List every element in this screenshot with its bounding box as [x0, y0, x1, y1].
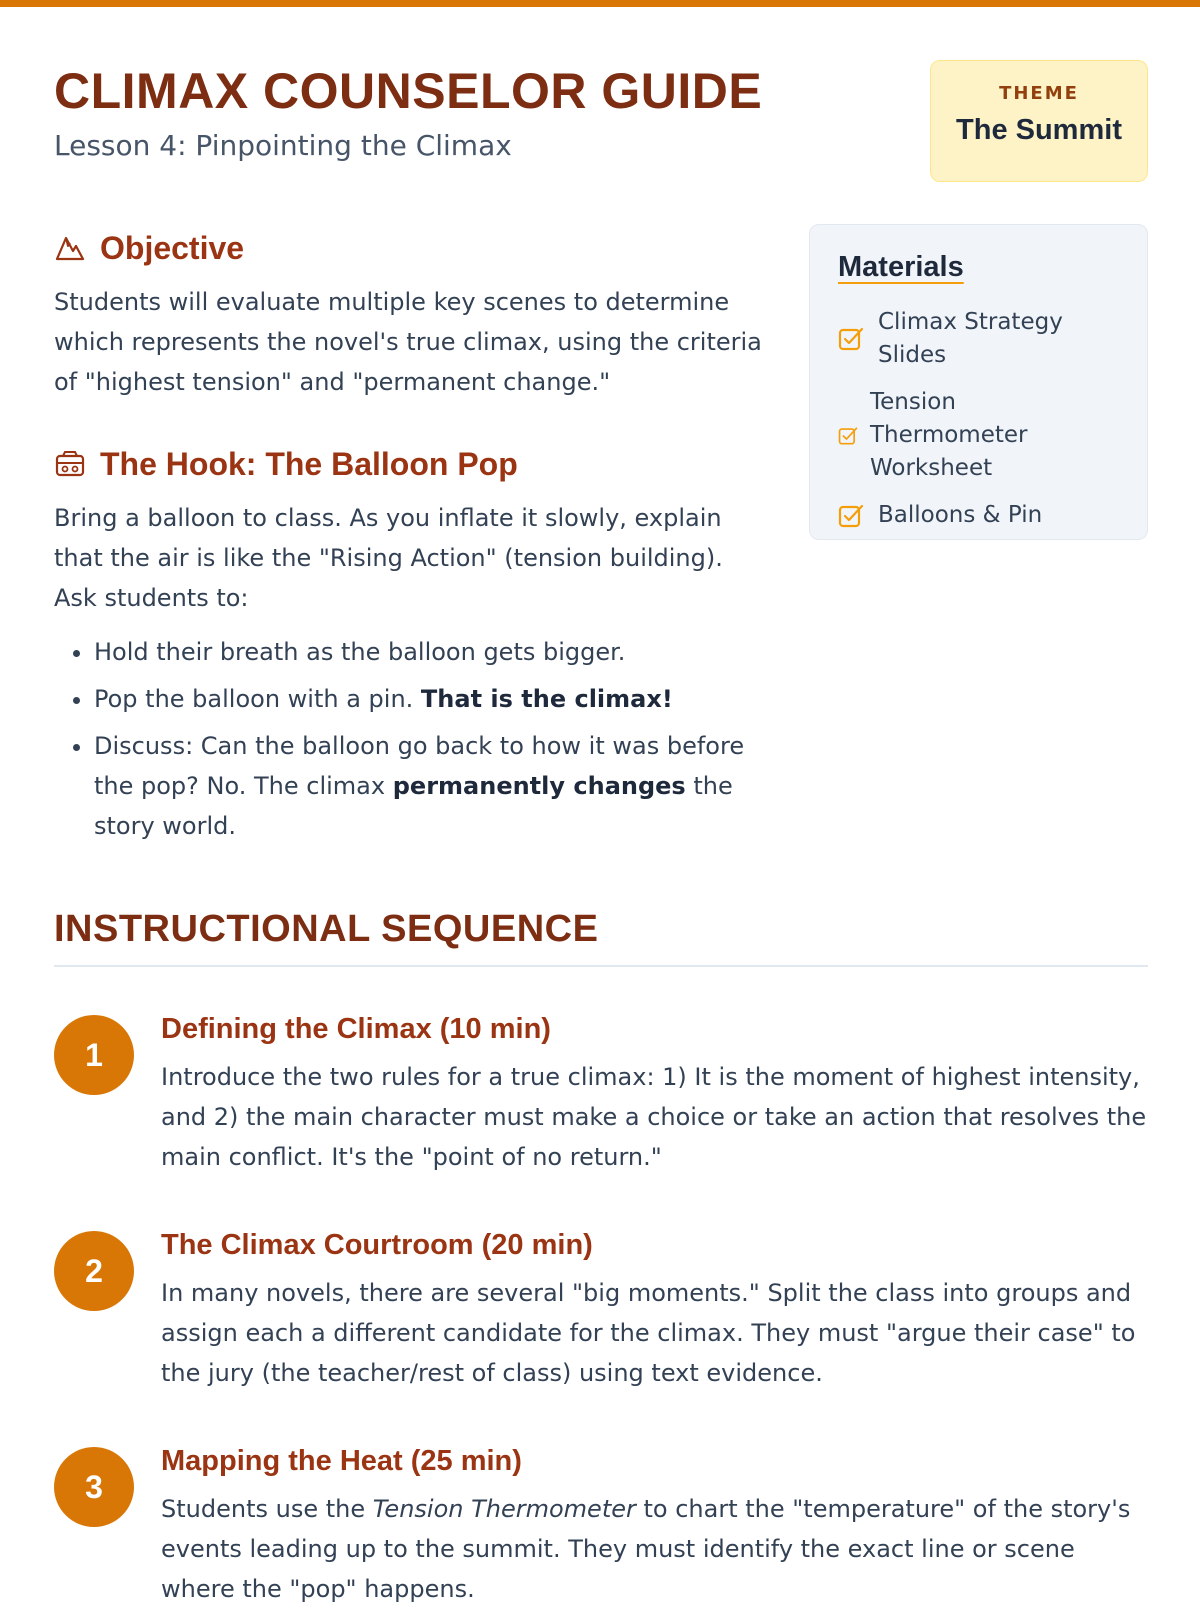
emphasis-text: That is the climax!: [420, 685, 673, 713]
balloon-icon: [54, 448, 86, 480]
sequence-step-2: [54, 1223, 1148, 1393]
emphasis-text: permanently changes: [392, 772, 686, 800]
step-description: Students use the Tension Thermometer to chart the "temperature" of the story's events leading up to the summit. They must identify the exact line or scene where the "pop" happens.: [161, 1495, 1131, 1603]
step-title: Mapping the Heat (25 min): [161, 1445, 522, 1477]
sequence-step-3: [54, 1439, 1148, 1609]
step-title: Defining the Climax (10 min): [161, 1013, 551, 1045]
sequence-step-1: [54, 1007, 1148, 1177]
page-title: CLIMAX COUNSELOR GUIDE: [54, 63, 763, 119]
step-description: In many novels, there are several "big moments." Split the class into groups and assign each a different candidate for the climax. They must "argue their case" to the jury (the teacher/rest of class) using text evidence.: [161, 1279, 1136, 1387]
section-divider: [54, 965, 1148, 967]
checkbox-checked-icon: [838, 326, 864, 352]
sequence-heading: INSTRUCTIONAL SEQUENCE: [54, 908, 599, 950]
hook-heading-row: [54, 444, 764, 484]
lesson-subtitle: Lesson 4: Pinpointing the Climax: [54, 129, 512, 162]
theme-value: The Summit: [956, 114, 1122, 146]
materials-item: Tension Thermometer Worksheet: [838, 386, 1119, 485]
theme-card: [930, 60, 1148, 182]
list-item: • Discuss: Can the balloon go back to how it was before the pop? No. The climax permanently changes the story world.: [94, 726, 764, 846]
materials-heading: Materials: [838, 251, 964, 283]
materials-item: Climax Strategy Slides: [838, 306, 1119, 372]
checkbox-checked-icon: [838, 426, 858, 446]
checkbox-checked-icon: [838, 503, 864, 529]
hook-steps-list: [54, 632, 764, 846]
hook-intro: Bring a balloon to class. As you inflate it slowly, explain that the air is like the "Rising Action" (tension building). Ask students to:: [54, 504, 723, 612]
objective-text: Students will evaluate multiple key scenes to determine which represents the novel's true climax, using the criteria of "highest tension" and "permanent change.": [54, 288, 762, 396]
main-column: [54, 228, 764, 853]
hook-heading: The Hook: The Balloon Pop: [100, 445, 518, 482]
step-title: The Climax Courtroom (20 min): [161, 1229, 593, 1261]
list-item: • Hold their breath as the balloon gets bigger.: [94, 632, 764, 672]
step-number-badge: 1: [54, 1015, 134, 1095]
theme-label: THEME: [999, 83, 1079, 104]
objective-heading-row: [54, 228, 764, 268]
objective-heading: Objective: [100, 229, 245, 266]
step-number-badge: 2: [54, 1231, 134, 1311]
worksheet-name: Tension Thermometer: [372, 1495, 636, 1523]
materials-panel: [809, 224, 1148, 540]
step-number-badge: 3: [54, 1447, 134, 1527]
step-description: Introduce the two rules for a true climax: 1) It is the moment of highest intensity, and 2) the main character must make a choice or take an action that resolves the main conflict. It's the "point of no return.": [161, 1063, 1147, 1171]
mountain-icon: [54, 232, 86, 264]
materials-item: Balloons & Pin: [838, 499, 1119, 532]
top-accent-bar: [0, 0, 1200, 7]
list-item: • Pop the balloon with a pin. That is the climax!: [94, 679, 764, 719]
materials-list: [838, 306, 1119, 532]
instructional-sequence: [54, 905, 1148, 1609]
page-header: [54, 60, 1148, 190]
